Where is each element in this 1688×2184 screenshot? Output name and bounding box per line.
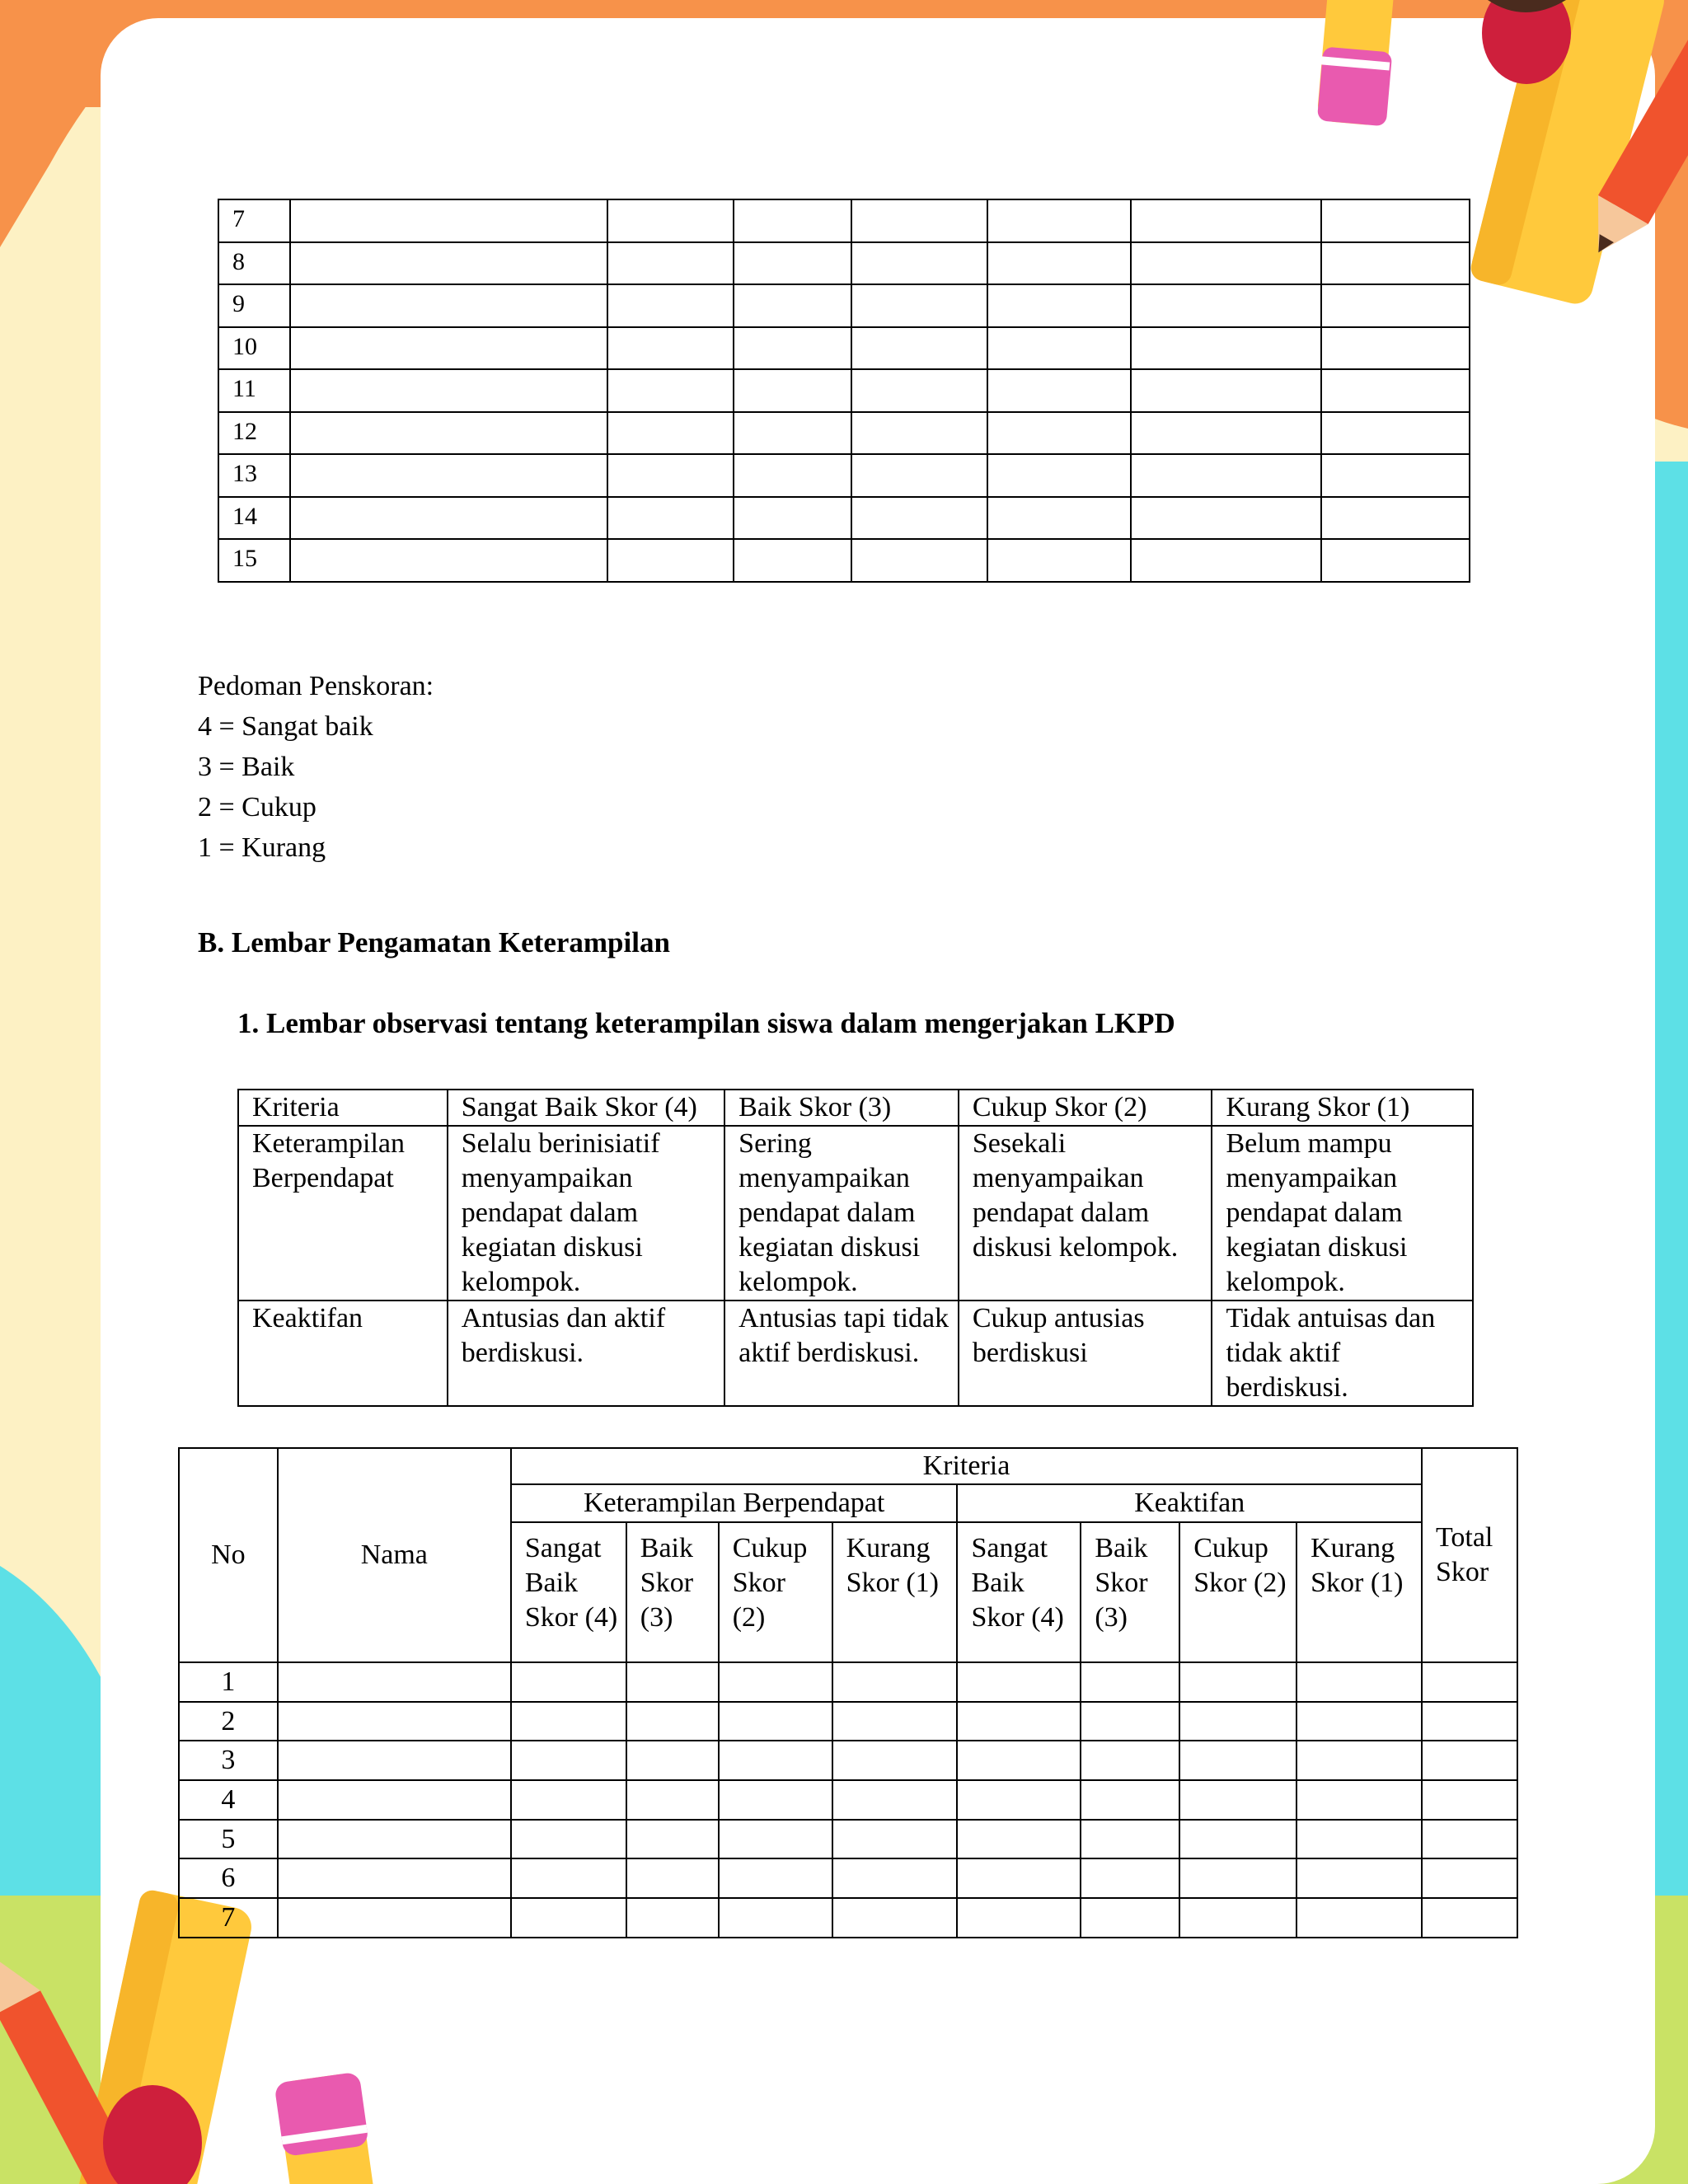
table-cell [734, 412, 851, 455]
scoring-guide [198, 666, 434, 868]
table-row [218, 454, 1470, 497]
row-number: 6 [179, 1858, 278, 1898]
table-cell [832, 1820, 958, 1859]
criteria-header: Kriteria [511, 1448, 1422, 1484]
table-cell [1422, 1898, 1517, 1938]
table-cell [987, 369, 1131, 412]
rubric-header-row [238, 1090, 1473, 1126]
table-cell [1321, 497, 1470, 540]
table-cell [1321, 369, 1470, 412]
table-row [218, 242, 1470, 285]
table-cell [987, 454, 1131, 497]
table-cell [734, 327, 851, 370]
table-cell [957, 1741, 1081, 1780]
row-number: 4 [179, 1780, 278, 1820]
table-cell [290, 327, 608, 370]
row-number: 14 [218, 497, 290, 540]
table-cell [832, 1780, 958, 1820]
table-cell [832, 1741, 958, 1780]
score-col-header: Cukup Skor (2) [1179, 1522, 1296, 1662]
row-number: 11 [218, 369, 290, 412]
table-cell [607, 497, 734, 540]
table-cell [851, 242, 987, 285]
rubric-cell: Sering menyampaikan pendapat dalam kegiatan diskusi kelompok. [724, 1126, 959, 1301]
scoring-guide-item: 1 = Kurang [198, 832, 326, 863]
table-cell [1296, 1662, 1422, 1702]
row-number: 7 [218, 199, 290, 242]
table-cell [987, 327, 1131, 370]
rubric-cell: Sesekali menyampaikan pendapat dalam diskusi kelompok. [959, 1126, 1212, 1301]
table-cell [278, 1741, 511, 1780]
table-cell [607, 412, 734, 455]
name-header: Nama [278, 1448, 511, 1662]
score-col-header: Kurang Skor (1) [1296, 1522, 1422, 1662]
table-cell [1131, 454, 1321, 497]
table-cell [832, 1702, 958, 1741]
table-cell [607, 327, 734, 370]
table-cell [278, 1780, 511, 1820]
table-cell [1081, 1702, 1179, 1741]
table-cell [719, 1820, 832, 1859]
row-number: 7 [179, 1898, 278, 1938]
scoring-guide-item: 4 = Sangat baik [198, 711, 373, 742]
table-cell [987, 242, 1131, 285]
table-cell [1131, 539, 1321, 582]
table-cell [278, 1702, 511, 1741]
table-cell [1131, 327, 1321, 370]
table-cell [290, 242, 608, 285]
table-row [218, 539, 1470, 582]
group-header-keaktifan: Keaktifan [957, 1484, 1422, 1522]
table-cell [607, 539, 734, 582]
rubric-cell: Antusias tapi tidak aktif berdiskusi. [724, 1301, 959, 1406]
table-cell [290, 454, 608, 497]
eraser-top-icon [1316, 0, 1395, 126]
rubric-cell: Tidak antuisas dan tidak aktif berdiskusi. [1212, 1301, 1473, 1406]
row-number: 2 [179, 1702, 278, 1741]
table-cell [851, 497, 987, 540]
table-cell [278, 1662, 511, 1702]
table-cell [1179, 1820, 1296, 1859]
rubric-criterion: Keterampilan Berpendapat [238, 1126, 448, 1301]
scoring-guide-item: 3 = Baik [198, 752, 295, 782]
table-cell [1321, 327, 1470, 370]
row-number: 8 [218, 242, 290, 285]
table-cell [987, 412, 1131, 455]
table-cell [626, 1820, 719, 1859]
table-cell [1179, 1858, 1296, 1898]
scoring-guide-item: 2 = Cukup [198, 792, 316, 823]
table-cell [719, 1662, 832, 1702]
rubric-row [238, 1301, 1473, 1406]
table-cell [1081, 1820, 1179, 1859]
table-row [179, 1898, 1517, 1938]
table-cell [851, 369, 987, 412]
table-row [218, 497, 1470, 540]
score-col-header: Kurang Skor (1) [832, 1522, 958, 1662]
rubric-table [237, 1089, 1474, 1407]
table-cell [511, 1820, 626, 1859]
table-row [218, 284, 1470, 327]
table-cell [1131, 199, 1321, 242]
rubric-header-cell: Cukup Skor (2) [959, 1090, 1212, 1126]
row-number: 3 [179, 1741, 278, 1780]
score-col-header: Cukup Skor (2) [719, 1522, 832, 1662]
table-cell [1131, 497, 1321, 540]
row-number: 9 [218, 284, 290, 327]
table-cell [851, 284, 987, 327]
table-cell [278, 1820, 511, 1859]
scoring-guide-title: Pedoman Penskoran: [198, 671, 434, 701]
row-number: 15 [218, 539, 290, 582]
table-cell [987, 284, 1131, 327]
table-cell [1179, 1780, 1296, 1820]
table-cell [511, 1662, 626, 1702]
row-number: 12 [218, 412, 290, 455]
table-cell [607, 284, 734, 327]
table-cell [1179, 1741, 1296, 1780]
table-cell [957, 1820, 1081, 1859]
table-cell [957, 1702, 1081, 1741]
table-cell [1321, 412, 1470, 455]
table-cell [626, 1741, 719, 1780]
table-cell [607, 454, 734, 497]
table-cell [734, 242, 851, 285]
table-row [179, 1780, 1517, 1820]
table-cell [1422, 1702, 1517, 1741]
rubric-criterion: Keaktifan [238, 1301, 448, 1406]
table-cell [719, 1858, 832, 1898]
table-row [179, 1702, 1517, 1741]
table-cell [1296, 1741, 1422, 1780]
table-cell [1081, 1741, 1179, 1780]
table-cell [1296, 1820, 1422, 1859]
table-cell [832, 1858, 958, 1898]
group-header-keterampilan: Keterampilan Berpendapat [511, 1484, 958, 1522]
table-cell [278, 1898, 511, 1938]
table-row [179, 1741, 1517, 1780]
table-cell [987, 539, 1131, 582]
rubric-row [238, 1126, 1473, 1301]
table-cell [607, 242, 734, 285]
rubric-header-cell: Sangat Baik Skor (4) [448, 1090, 724, 1126]
table-cell [734, 497, 851, 540]
table-cell [987, 497, 1131, 540]
table-cell [511, 1898, 626, 1938]
table-cell [626, 1780, 719, 1820]
table-cell [1131, 242, 1321, 285]
table-cell [1422, 1780, 1517, 1820]
total-score-header: Total Skor [1422, 1448, 1517, 1662]
table-cell [832, 1662, 958, 1702]
observation-header-row [179, 1448, 1517, 1484]
table-cell [1321, 284, 1470, 327]
table-cell [290, 497, 608, 540]
score-col-header: Sangat Baik Skor (4) [511, 1522, 626, 1662]
table-cell [957, 1898, 1081, 1938]
table-cell [278, 1858, 511, 1898]
table-cell [719, 1702, 832, 1741]
table-cell [851, 454, 987, 497]
table-cell [719, 1780, 832, 1820]
table-cell [734, 369, 851, 412]
table-cell [1081, 1780, 1179, 1820]
table-cell [1296, 1858, 1422, 1898]
table-cell [1422, 1662, 1517, 1702]
table-cell [1422, 1820, 1517, 1859]
table-cell [851, 327, 987, 370]
table-row [218, 327, 1470, 370]
table-cell [1081, 1898, 1179, 1938]
table-cell [1321, 539, 1470, 582]
table-cell [957, 1662, 1081, 1702]
table-cell [1296, 1780, 1422, 1820]
table-cell [1321, 199, 1470, 242]
table-cell [1179, 1898, 1296, 1938]
observation-table [178, 1447, 1518, 1938]
table-cell [851, 539, 987, 582]
rubric-cell: Antusias dan aktif berdiskusi. [448, 1301, 724, 1406]
rubric-cell: Belum mampu menyampaikan pendapat dalam kegiatan diskusi kelompok. [1212, 1126, 1473, 1301]
table-cell [1422, 1741, 1517, 1780]
row-number: 1 [179, 1662, 278, 1702]
table-cell [851, 199, 987, 242]
table-row [218, 199, 1470, 242]
score-col-header: Baik Skor (3) [626, 1522, 719, 1662]
table-cell [1081, 1662, 1179, 1702]
table-cell [511, 1780, 626, 1820]
table-cell [851, 412, 987, 455]
table-row [179, 1820, 1517, 1859]
table-cell [1131, 412, 1321, 455]
table-cell [607, 369, 734, 412]
table-cell [1179, 1702, 1296, 1741]
subsection-1-heading: 1. Lembar observasi tentang keterampilan siswa dalam mengerjakan LKPD [237, 1007, 1175, 1039]
table-cell [290, 412, 608, 455]
table-cell [511, 1858, 626, 1898]
table-cell [734, 539, 851, 582]
table-cell [607, 199, 734, 242]
table-cell [832, 1898, 958, 1938]
table-cell [734, 454, 851, 497]
row-number: 10 [218, 327, 290, 370]
row-number: 13 [218, 454, 290, 497]
table-cell [957, 1858, 1081, 1898]
table-row [179, 1858, 1517, 1898]
table-cell [1296, 1702, 1422, 1741]
table-cell [290, 539, 608, 582]
table-cell [734, 284, 851, 327]
table-row [179, 1662, 1517, 1702]
table-cell [719, 1898, 832, 1938]
rubric-cell: Cukup antusias berdiskusi [959, 1301, 1212, 1406]
table-cell [1321, 454, 1470, 497]
table-cell [1296, 1898, 1422, 1938]
table-cell [290, 369, 608, 412]
rubric-cell: Selalu berinisiatif menyampaikan pendapat dalam kegiatan diskusi kelompok. [448, 1126, 724, 1301]
table-cell [626, 1702, 719, 1741]
student-attitude-table-continued [218, 199, 1470, 583]
rubric-header-cell: Baik Skor (3) [724, 1090, 959, 1126]
table-cell [1131, 284, 1321, 327]
table-cell [1131, 369, 1321, 412]
table-cell [1081, 1858, 1179, 1898]
table-cell [734, 199, 851, 242]
table-row [218, 369, 1470, 412]
table-cell [987, 199, 1131, 242]
table-cell [719, 1741, 832, 1780]
score-col-header: Baik Skor (3) [1081, 1522, 1179, 1662]
table-cell [290, 284, 608, 327]
table-cell [626, 1898, 719, 1938]
table-cell [1321, 242, 1470, 285]
table-cell [511, 1702, 626, 1741]
no-header: No [179, 1448, 278, 1662]
section-b-heading: B. Lembar Pengamatan Keterampilan [198, 926, 670, 958]
rubric-header-cell: Kriteria [238, 1090, 448, 1126]
table-cell [626, 1858, 719, 1898]
table-cell [511, 1741, 626, 1780]
table-cell [1422, 1858, 1517, 1898]
table-row [218, 412, 1470, 455]
table-cell [957, 1780, 1081, 1820]
rubric-header-cell: Kurang Skor (1) [1212, 1090, 1473, 1126]
table-cell [1179, 1662, 1296, 1702]
table-cell [290, 199, 608, 242]
score-col-header: Sangat Baik Skor (4) [957, 1522, 1081, 1662]
table-cell [626, 1662, 719, 1702]
row-number: 5 [179, 1820, 278, 1859]
